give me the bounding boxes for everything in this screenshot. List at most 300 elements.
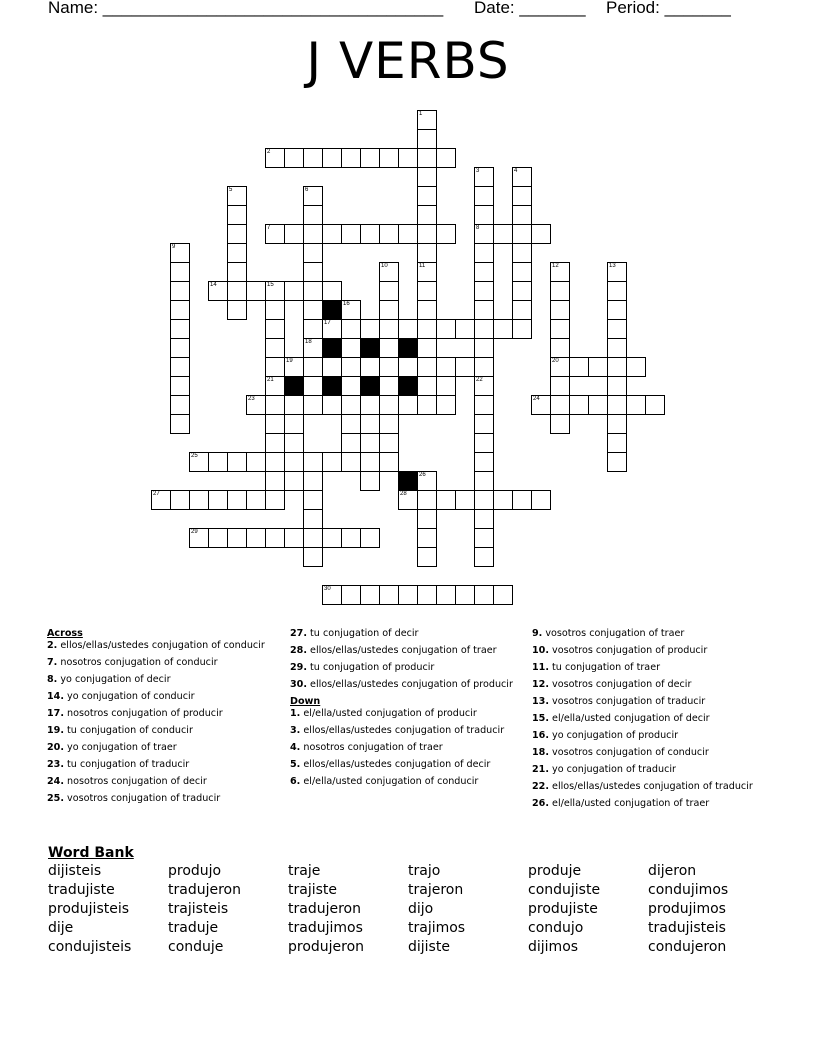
clue-text: tu conjugation of conducir	[64, 725, 193, 736]
down-clue	[532, 730, 767, 741]
crossword-cell[interactable]	[417, 338, 437, 358]
crossword-cell[interactable]	[607, 262, 627, 282]
crossword-cell[interactable]	[246, 452, 266, 472]
across-clue	[47, 793, 282, 804]
crossword-cell[interactable]	[341, 300, 361, 320]
clue-number: 8	[476, 225, 480, 231]
clue-number: 27	[153, 491, 160, 497]
crossword-cell[interactable]	[550, 414, 570, 434]
crossword-cell[interactable]	[474, 395, 494, 415]
crossword-cell[interactable]	[284, 528, 304, 548]
clue-number: 22	[476, 377, 483, 383]
word-bank-item: tradujeron	[288, 901, 361, 917]
crossword-cell[interactable]	[531, 490, 551, 510]
crossword-cell[interactable]	[189, 452, 209, 472]
crossword-cell[interactable]	[474, 433, 494, 453]
crossword-cell[interactable]	[398, 395, 418, 415]
across-clue	[290, 628, 525, 639]
down-clue	[290, 742, 525, 753]
clue-number-label: 13.	[532, 696, 549, 707]
crossword-cell[interactable]	[265, 376, 285, 396]
down-clue	[532, 662, 767, 673]
crossword-cell[interactable]	[417, 186, 437, 206]
crossword-cell[interactable]	[265, 224, 285, 244]
crossword-cell[interactable]	[417, 110, 437, 130]
crossword-cell[interactable]	[550, 395, 570, 415]
crossword-cell[interactable]	[284, 414, 304, 434]
crossword-cell[interactable]	[417, 262, 437, 282]
crossword-cell[interactable]	[170, 262, 190, 282]
crossword-cell[interactable]	[265, 395, 285, 415]
crossword-cell[interactable]	[360, 585, 380, 605]
crossword-cell[interactable]	[284, 452, 304, 472]
crossword-cell[interactable]	[645, 395, 665, 415]
crossword-cell[interactable]	[265, 319, 285, 339]
clue-number: 13	[609, 263, 616, 269]
crossword-cell[interactable]	[417, 319, 437, 339]
crossword-cell[interactable]	[607, 414, 627, 434]
crossword-cell[interactable]	[398, 148, 418, 168]
clue-number-label: 28.	[290, 645, 307, 656]
crossword-cell[interactable]	[417, 357, 437, 377]
crossword-cell[interactable]	[170, 243, 190, 263]
crossword-cell[interactable]	[341, 357, 361, 377]
across-clue	[47, 742, 282, 753]
crossword-cell[interactable]	[303, 243, 323, 263]
crossword-black-square	[322, 376, 342, 396]
crossword-cell[interactable]	[436, 585, 456, 605]
crossword-cell[interactable]	[341, 395, 361, 415]
crossword-cell[interactable]	[360, 148, 380, 168]
crossword-cell[interactable]	[208, 452, 228, 472]
crossword-cell[interactable]	[303, 262, 323, 282]
crossword-cell[interactable]	[284, 471, 304, 491]
clue-text: vosotros conjugation of traer	[542, 628, 685, 639]
crossword-cell[interactable]	[246, 490, 266, 510]
crossword-cell[interactable]	[379, 148, 399, 168]
crossword-cell[interactable]	[474, 509, 494, 529]
clue-number-label: 25.	[47, 793, 64, 804]
crossword-cell[interactable]	[626, 395, 646, 415]
crossword-cell[interactable]	[303, 338, 323, 358]
crossword-cell[interactable]	[474, 471, 494, 491]
crossword-cell[interactable]	[189, 528, 209, 548]
crossword-cell[interactable]	[303, 509, 323, 529]
crossword-cell[interactable]	[474, 338, 494, 358]
crossword-cell[interactable]	[341, 585, 361, 605]
clue-text: nosotros conjugation of traer	[300, 742, 443, 753]
crossword-cell[interactable]	[398, 357, 418, 377]
crossword-cell[interactable]	[417, 547, 437, 567]
crossword-cell[interactable]	[398, 224, 418, 244]
crossword-cell[interactable]	[474, 167, 494, 187]
crossword-cell[interactable]	[607, 452, 627, 472]
clue-number: 25	[191, 453, 198, 459]
clue-number-label: 16.	[532, 730, 549, 741]
crossword-cell[interactable]	[607, 319, 627, 339]
crossword-cell[interactable]	[265, 528, 285, 548]
crossword-cell[interactable]	[322, 528, 342, 548]
clue-text: vosotros conjugation of conducir	[549, 747, 709, 758]
crossword-cell[interactable]	[379, 433, 399, 453]
clue-text: vosotros conjugation of traducir	[549, 696, 706, 707]
crossword-cell[interactable]	[436, 357, 456, 377]
word-bank-item: produjimos	[648, 901, 726, 917]
crossword-cell[interactable]	[474, 376, 494, 396]
crossword-cell[interactable]	[417, 376, 437, 396]
crossword-cell[interactable]	[417, 167, 437, 187]
crossword-cell[interactable]	[474, 262, 494, 282]
crossword-cell[interactable]	[341, 338, 361, 358]
crossword-cell[interactable]	[360, 319, 380, 339]
crossword-cell[interactable]	[265, 471, 285, 491]
crossword-cell[interactable]	[398, 319, 418, 339]
crossword-cell[interactable]	[531, 224, 551, 244]
crossword-cell[interactable]	[303, 186, 323, 206]
crossword-cell[interactable]	[341, 319, 361, 339]
crossword-black-square	[360, 338, 380, 358]
clues-column-3	[532, 628, 767, 815]
crossword-cell[interactable]	[341, 376, 361, 396]
crossword-cell[interactable]	[493, 224, 513, 244]
crossword-cell[interactable]	[303, 281, 323, 301]
crossword-cell[interactable]	[474, 186, 494, 206]
clue-text: yo conjugation of traer	[64, 742, 177, 753]
crossword-cell[interactable]	[322, 357, 342, 377]
crossword-cell[interactable]	[607, 281, 627, 301]
crossword-cell[interactable]	[512, 281, 532, 301]
crossword-cell[interactable]	[550, 338, 570, 358]
crossword-cell[interactable]	[474, 490, 494, 510]
crossword-cell[interactable]	[227, 528, 247, 548]
crossword-cell[interactable]	[284, 433, 304, 453]
crossword-cell[interactable]	[227, 281, 247, 301]
crossword-cell[interactable]	[512, 186, 532, 206]
crossword-cell[interactable]	[265, 338, 285, 358]
clue-number: 21	[267, 377, 274, 383]
crossword-cell[interactable]	[246, 395, 266, 415]
crossword-cell[interactable]	[303, 319, 323, 339]
clue-number-label: 20.	[47, 742, 64, 753]
crossword-black-square	[398, 338, 418, 358]
crossword-cell[interactable]	[265, 490, 285, 510]
crossword-cell[interactable]	[417, 243, 437, 263]
clue-number: 15	[267, 282, 274, 288]
word-bank	[48, 863, 768, 958]
crossword-cell[interactable]	[436, 148, 456, 168]
crossword-cell[interactable]	[436, 395, 456, 415]
crossword-cell[interactable]	[170, 376, 190, 396]
clue-text: yo conjugation of traducir	[549, 764, 676, 775]
crossword-cell[interactable]	[341, 433, 361, 453]
crossword-cell[interactable]	[322, 281, 342, 301]
crossword-cell[interactable]	[360, 528, 380, 548]
crossword-cell[interactable]	[455, 357, 475, 377]
clue-number: 6	[305, 187, 309, 193]
crossword-cell[interactable]	[208, 528, 228, 548]
down-clue	[532, 645, 767, 656]
crossword-cell[interactable]	[170, 338, 190, 358]
crossword-cell[interactable]	[474, 547, 494, 567]
crossword-cell[interactable]	[227, 300, 247, 320]
crossword-cell[interactable]	[246, 528, 266, 548]
crossword-cell[interactable]	[189, 490, 209, 510]
crossword-cell[interactable]	[284, 395, 304, 415]
crossword-cell[interactable]	[417, 528, 437, 548]
word-bank-item: dijisteis	[48, 863, 102, 879]
crossword-cell[interactable]	[607, 433, 627, 453]
down-clue	[290, 708, 525, 719]
word-bank-item: tradujimos	[288, 920, 363, 936]
crossword-cell[interactable]	[436, 376, 456, 396]
clue-text: tu conjugation of traducir	[64, 759, 190, 770]
crossword-cell[interactable]	[303, 205, 323, 225]
crossword-cell[interactable]	[455, 319, 475, 339]
crossword-cell[interactable]	[417, 224, 437, 244]
crossword-cell[interactable]	[550, 262, 570, 282]
crossword-cell[interactable]	[493, 585, 513, 605]
crossword-cell[interactable]	[379, 262, 399, 282]
clue-text: ellos/ellas/ustedes conjugation of conducir	[57, 640, 265, 651]
crossword-cell[interactable]	[303, 490, 323, 510]
down-clue	[532, 798, 767, 809]
crossword-cell[interactable]	[607, 395, 627, 415]
crossword-cell[interactable]	[398, 585, 418, 605]
crossword-cell[interactable]	[170, 319, 190, 339]
crossword-cell[interactable]	[303, 357, 323, 377]
crossword-cell[interactable]	[265, 452, 285, 472]
word-bank-title: Word Bank	[48, 845, 134, 861]
crossword-cell[interactable]	[512, 262, 532, 282]
crossword-cell[interactable]	[265, 300, 285, 320]
crossword-cell[interactable]	[474, 452, 494, 472]
crossword-cell[interactable]	[550, 319, 570, 339]
crossword-cell[interactable]	[607, 376, 627, 396]
clue-number-label: 11.	[532, 662, 549, 673]
crossword-cell[interactable]	[303, 528, 323, 548]
crossword-cell[interactable]	[455, 490, 475, 510]
crossword-cell[interactable]	[379, 452, 399, 472]
word-bank-item: condujo	[528, 920, 584, 936]
crossword-cell[interactable]	[569, 395, 589, 415]
crossword-cell[interactable]	[360, 433, 380, 453]
crossword-cell[interactable]	[550, 281, 570, 301]
crossword-cell[interactable]	[550, 300, 570, 320]
crossword-cell[interactable]	[265, 148, 285, 168]
crossword-cell[interactable]	[379, 376, 399, 396]
clue-text: vosotros conjugation of decir	[549, 679, 692, 690]
crossword-cell[interactable]	[493, 490, 513, 510]
crossword-cell[interactable]	[607, 300, 627, 320]
crossword-cell[interactable]	[379, 414, 399, 434]
crossword-cell[interactable]	[265, 414, 285, 434]
clue-number-label: 27.	[290, 628, 307, 639]
crossword-cell[interactable]	[379, 300, 399, 320]
crossword-cell[interactable]	[379, 281, 399, 301]
crossword-cell[interactable]	[455, 585, 475, 605]
crossword-cell[interactable]	[512, 243, 532, 263]
crossword-cell[interactable]	[322, 319, 342, 339]
crossword-cell[interactable]	[360, 471, 380, 491]
crossword-cell[interactable]	[303, 224, 323, 244]
crossword-cell[interactable]	[474, 585, 494, 605]
crossword-cell[interactable]	[227, 452, 247, 472]
crossword-cell[interactable]	[322, 452, 342, 472]
crossword-cell[interactable]	[151, 490, 171, 510]
clue-text: el/ella/usted conjugation of producir	[300, 708, 477, 719]
crossword-cell[interactable]	[303, 300, 323, 320]
clue-text: yo conjugation of conducir	[64, 691, 195, 702]
down-clue	[532, 713, 767, 724]
crossword-cell[interactable]	[474, 243, 494, 263]
crossword-cell[interactable]	[341, 528, 361, 548]
crossword-cell[interactable]	[512, 319, 532, 339]
crossword-cell[interactable]	[474, 319, 494, 339]
crossword-black-square	[360, 376, 380, 396]
across-clue	[290, 679, 525, 690]
crossword-cell[interactable]	[588, 357, 608, 377]
crossword-cell[interactable]	[379, 224, 399, 244]
word-bank-item: traje	[288, 863, 321, 879]
clue-text: vosotros conjugation of traducir	[64, 793, 221, 804]
crossword-cell[interactable]	[303, 452, 323, 472]
crossword-cell[interactable]	[227, 490, 247, 510]
crossword-cell[interactable]	[474, 528, 494, 548]
crossword-cell[interactable]	[512, 167, 532, 187]
crossword-cell[interactable]	[360, 414, 380, 434]
crossword-cell[interactable]	[436, 319, 456, 339]
crossword-cell[interactable]	[417, 490, 437, 510]
crossword-cell[interactable]	[265, 433, 285, 453]
clue-text: nosotros conjugation of conducir	[57, 657, 218, 668]
crossword-cell[interactable]	[569, 357, 589, 377]
crossword-cell[interactable]	[246, 281, 266, 301]
crossword-cell[interactable]	[417, 585, 437, 605]
crossword-cell[interactable]	[265, 357, 285, 377]
clue-text: yo conjugation of decir	[57, 674, 171, 685]
crossword-cell[interactable]	[588, 395, 608, 415]
crossword-cell[interactable]	[474, 300, 494, 320]
crossword-cell[interactable]	[417, 509, 437, 529]
crossword-cell[interactable]	[284, 148, 304, 168]
crossword-cell[interactable]	[474, 281, 494, 301]
crossword-cell[interactable]	[284, 357, 304, 377]
crossword-cell[interactable]	[493, 319, 513, 339]
crossword-cell[interactable]	[303, 376, 323, 396]
crossword-cell[interactable]	[474, 205, 494, 225]
crossword-cell[interactable]	[360, 224, 380, 244]
crossword-cell[interactable]	[284, 281, 304, 301]
crossword-cell[interactable]	[303, 395, 323, 415]
crossword-cell[interactable]	[607, 338, 627, 358]
crossword-cell[interactable]	[341, 148, 361, 168]
crossword-cell[interactable]	[379, 585, 399, 605]
crossword-cell[interactable]	[265, 281, 285, 301]
crossword-cell[interactable]	[417, 395, 437, 415]
crossword-cell[interactable]	[512, 205, 532, 225]
clue-number: 14	[210, 282, 217, 288]
crossword-cell[interactable]	[170, 357, 190, 377]
crossword-cell[interactable]	[474, 224, 494, 244]
crossword-cell[interactable]	[227, 186, 247, 206]
crossword-cell[interactable]	[360, 357, 380, 377]
crossword-cell[interactable]	[227, 243, 247, 263]
crossword-cell[interactable]	[303, 547, 323, 567]
crossword-cell[interactable]	[170, 300, 190, 320]
crossword-cell[interactable]	[303, 471, 323, 491]
crossword-cell[interactable]	[170, 395, 190, 415]
clue-number: 23	[248, 396, 255, 402]
crossword-cell[interactable]	[208, 490, 228, 510]
crossword-cell[interactable]	[417, 129, 437, 149]
clue-number-label: 5.	[290, 759, 301, 770]
crossword-cell[interactable]	[341, 224, 361, 244]
crossword-cell[interactable]	[398, 490, 418, 510]
crossword-cell[interactable]	[360, 452, 380, 472]
crossword-cell[interactable]	[379, 319, 399, 339]
crossword-cell[interactable]	[227, 205, 247, 225]
crossword-cell[interactable]	[227, 224, 247, 244]
crossword-cell[interactable]	[170, 281, 190, 301]
crossword-cell[interactable]	[417, 471, 437, 491]
crossword-cell[interactable]	[626, 357, 646, 377]
crossword-cell[interactable]	[208, 281, 228, 301]
crossword-cell[interactable]	[607, 357, 627, 377]
crossword-cell[interactable]	[550, 357, 570, 377]
crossword-cell[interactable]	[512, 300, 532, 320]
crossword-cell[interactable]	[170, 490, 190, 510]
crossword-cell[interactable]	[531, 395, 551, 415]
crossword-cell[interactable]	[550, 376, 570, 396]
clue-number: 28	[400, 491, 407, 497]
crossword-cell[interactable]	[170, 414, 190, 434]
crossword-cell[interactable]	[474, 357, 494, 377]
crossword-cell[interactable]	[379, 357, 399, 377]
name-field-label: Name: ____________________________________	[48, 0, 444, 17]
crossword-cell[interactable]	[512, 490, 532, 510]
crossword-cell[interactable]	[436, 224, 456, 244]
crossword-cell[interactable]	[322, 224, 342, 244]
clue-number-label: 29.	[290, 662, 307, 673]
crossword-cell[interactable]	[512, 224, 532, 244]
down-clue	[290, 725, 525, 736]
crossword-cell[interactable]	[227, 262, 247, 282]
crossword-cell[interactable]	[360, 395, 380, 415]
crossword-cell[interactable]	[322, 585, 342, 605]
down-clue	[532, 679, 767, 690]
crossword-cell[interactable]	[417, 300, 437, 320]
clues-column-1	[47, 628, 282, 810]
crossword-cell[interactable]	[322, 395, 342, 415]
crossword-cell[interactable]	[322, 148, 342, 168]
crossword-cell[interactable]	[284, 224, 304, 244]
down-clue	[532, 628, 767, 639]
crossword-cell[interactable]	[417, 205, 437, 225]
across-clue	[47, 640, 282, 651]
crossword-cell[interactable]	[417, 281, 437, 301]
crossword-cell[interactable]	[379, 395, 399, 415]
crossword-cell[interactable]	[417, 148, 437, 168]
crossword-cell[interactable]	[474, 414, 494, 434]
clues-section	[47, 628, 787, 838]
crossword-cell[interactable]	[379, 338, 399, 358]
crossword-cell[interactable]	[341, 414, 361, 434]
crossword-cell[interactable]	[341, 452, 361, 472]
crossword-cell[interactable]	[436, 490, 456, 510]
crossword-cell[interactable]	[303, 148, 323, 168]
clue-section-heading: Down	[290, 696, 321, 707]
clue-number: 11	[419, 263, 426, 269]
